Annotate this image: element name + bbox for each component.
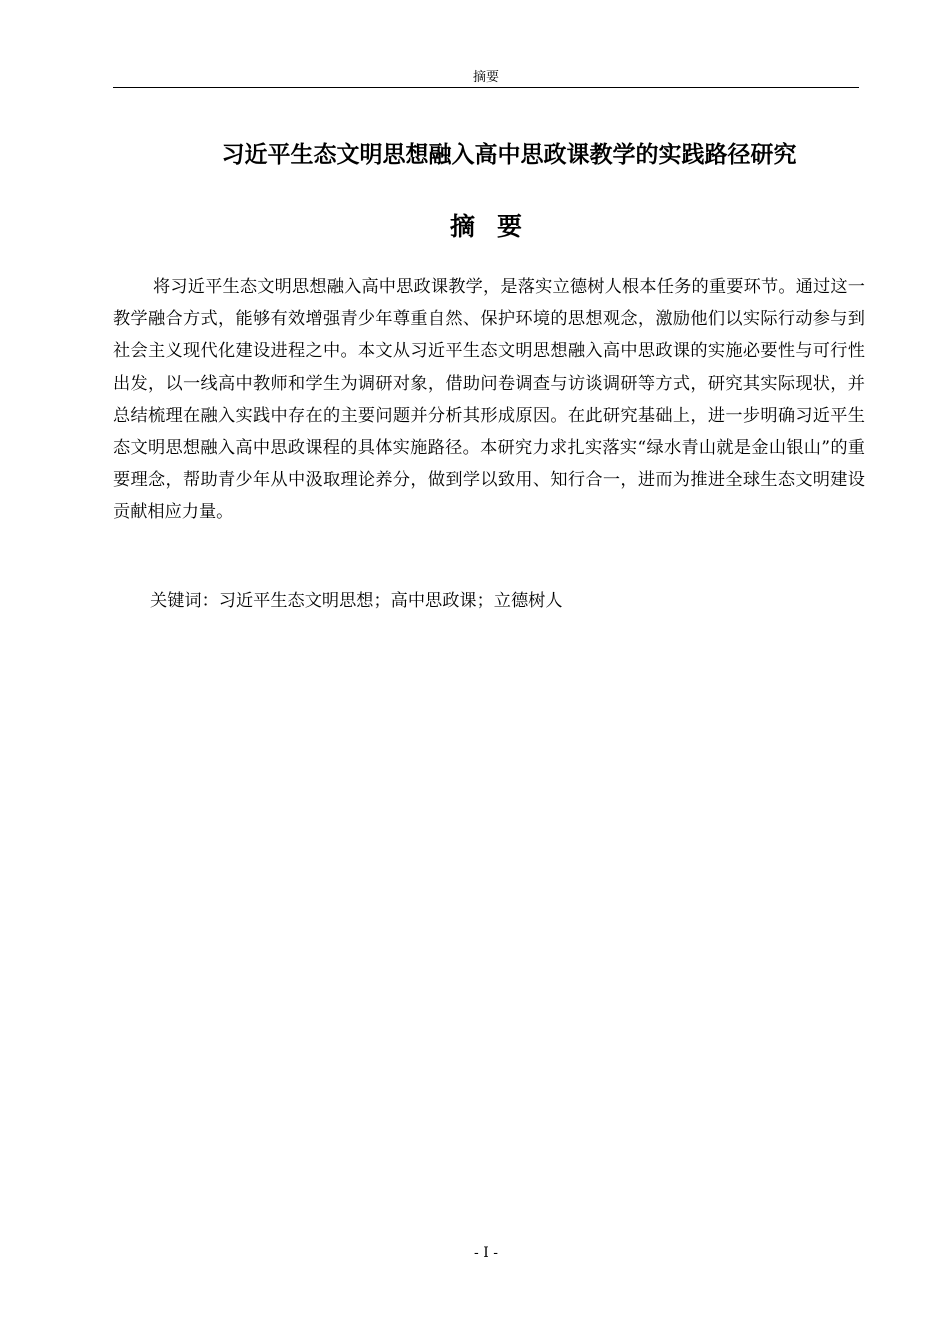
- abstract-body: 将习近平生态文明思想融入高中思政课教学，是落实立德树人根本任务的重要环节。通过这一教学融合方式，能够有效增强青少年尊重自然、保护环境的思想观念，激励他们以实际行动参与到社会主义现代化建设进程之中。本文从习近平生态文明思想融入高中思政课的实施必要性与可行性出发，以一线高中教师和学生为调研对象，借助问卷调查与访谈调研等方式，研究其实际现状，并总结梳理在融入实践中存在的主要问题并分析其形成原因。在此研究基础上，进一步明确习近平生态文明思想融入高中思政课程的具体实施路径。本研究力求扎实落实“绿水青山就是金山银山”的重要理念，帮助青少年从中汲取理论养分，做到学以致用、知行合一，进而为推进全球生态文明建设贡献相应力量。: [113, 277, 865, 523]
- header-rule: [113, 87, 859, 88]
- paper-title: 习近平生态文明思想融入高中思政课教学的实践路径研究: [221, 142, 797, 168]
- keywords-line: 关键词：习近平生态文明思想；高中思政课；立德树人: [150, 591, 563, 611]
- running-header: 摘要: [472, 70, 499, 85]
- page-number: - I -: [474, 1245, 498, 1261]
- abstract-heading: 摘要: [449, 212, 544, 241]
